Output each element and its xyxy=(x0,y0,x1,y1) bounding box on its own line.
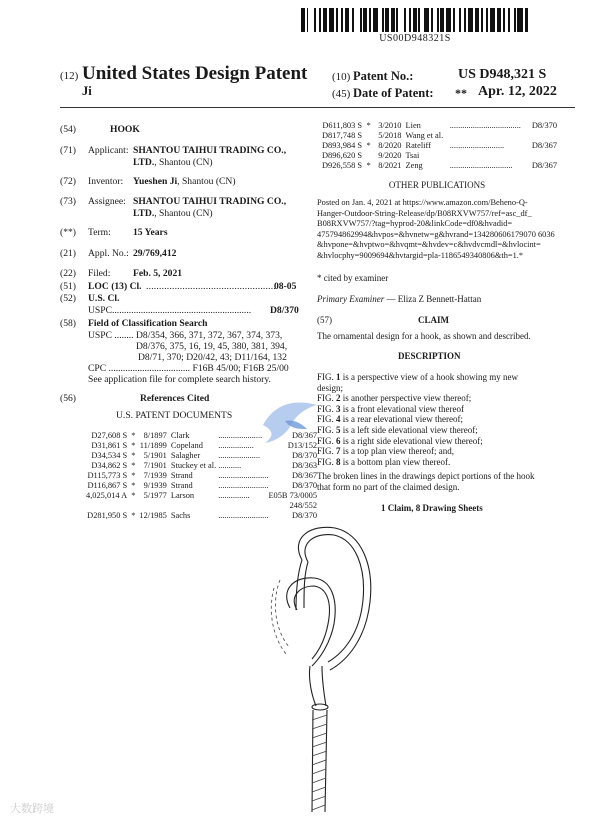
ref-number: D34,534 S xyxy=(91,451,128,460)
ref-star: * xyxy=(131,451,136,460)
brand-watermark: 大数跨境 xyxy=(10,802,54,815)
date-marker: ** xyxy=(455,86,467,100)
ref-star: * xyxy=(366,121,371,130)
reference-row xyxy=(317,131,557,141)
term-label: Term: xyxy=(88,227,111,238)
ref-name: Tsai xyxy=(405,151,420,160)
uspc-dots: .......................................................... xyxy=(112,305,252,316)
reference-row xyxy=(317,121,557,131)
ref-dots: ........... xyxy=(218,461,242,470)
other-pub-line: &hvlocphy=9009694&hvtargid=pla-1186549340806&th=1.* xyxy=(317,250,524,260)
ref-star xyxy=(366,131,375,141)
ref-class: D8/370 xyxy=(291,451,318,460)
ref-class: D8/370 xyxy=(291,511,318,520)
hook-drawing xyxy=(250,520,380,820)
patent-no-label: Patent No.: xyxy=(353,69,414,83)
uspc-value: D8/370 xyxy=(270,305,299,316)
ref-date: 5/1977 xyxy=(143,491,167,500)
code-21: (21) xyxy=(60,248,76,259)
date-of-patent: Apr. 12, 2022 xyxy=(478,84,557,99)
field-search-line: D8/71, 370; D20/42, 43; D11/164, 132 xyxy=(138,352,287,363)
ref-number: D893,984 S xyxy=(322,141,363,150)
us-cl-label: U.S. Cl. xyxy=(88,293,120,304)
ref-date: 5/1901 xyxy=(143,451,167,460)
loc-label: LOC (13) Cl. xyxy=(88,281,142,292)
figure-descriptions xyxy=(317,372,557,467)
appl-no-label: Appl. No.: xyxy=(88,248,129,259)
ref-date: 9/2020 xyxy=(378,151,402,160)
ref-date xyxy=(139,501,170,511)
code-10: (10) xyxy=(332,71,351,83)
field-search-note: See application file for complete search history. xyxy=(88,374,271,385)
other-pub-line: B08RXVW757/?tag=hyprod-20&linkCode=df0&hvadid= xyxy=(317,219,513,229)
references-cited-title: References Cited xyxy=(140,393,210,404)
us-patent-documents-subtitle: U.S. PATENT DOCUMENTS xyxy=(116,410,233,421)
ref-class: D8/367 xyxy=(531,141,557,150)
ref-class: D8/367 xyxy=(291,431,318,440)
ref-name: Lien xyxy=(405,121,421,130)
ref-name: Salagher xyxy=(170,451,201,460)
ref-star: * xyxy=(131,461,136,470)
figure-description-line: FIG. 2 is another perspective view thereof; xyxy=(317,393,472,404)
ref-class: D8/370 xyxy=(291,481,318,490)
code-58: (58) xyxy=(60,318,76,329)
document-type-title: United States Design Patent xyxy=(82,63,308,84)
ref-name: Stuckey et al. xyxy=(170,461,217,470)
ref-star: * xyxy=(131,511,136,520)
ref-name: Clark xyxy=(170,431,190,440)
claim-title: CLAIM xyxy=(418,315,449,325)
cited-by-examiner-note: * cited by examiner xyxy=(317,273,389,283)
broken-lines-line: The broken lines in the drawings depict portions of the hook xyxy=(317,471,535,481)
code-71: (71) xyxy=(60,145,76,156)
barcode xyxy=(301,8,529,32)
ref-dots: .......................... xyxy=(449,141,505,150)
ref-dots: ........................ xyxy=(218,511,269,520)
ref-date: 7/1939 xyxy=(143,471,167,480)
date-of-patent-label: Date of Patent: xyxy=(353,86,434,100)
ref-date: 9/1939 xyxy=(143,481,167,490)
figure-description-line: FIG. 3 is a front elevational view thereof xyxy=(317,403,464,414)
bird-watermark-icon xyxy=(255,395,325,450)
reference-row xyxy=(317,151,557,161)
ref-date: 5/2018 xyxy=(378,131,402,140)
figure-description-line: design; xyxy=(317,382,343,393)
code-12: (12) xyxy=(60,70,79,82)
reference-row xyxy=(86,451,317,461)
other-pub-line: 475794862994&hvpos=&hvnetw=g&hvrand=134280606179070 6036 xyxy=(317,229,555,239)
other-publications-body xyxy=(317,198,557,262)
filed-label: Filed: xyxy=(88,268,111,279)
ref-date: 8/1897 xyxy=(143,431,167,440)
ref-number: 4,025,014 A xyxy=(86,491,128,500)
ref-number: D31,861 S xyxy=(91,441,128,450)
reference-row xyxy=(86,471,317,481)
figure-description-line: FIG. 5 is a left side elevational view thereof; xyxy=(317,424,478,435)
inventor-value: Yueshen Ji, Shantou (CN) xyxy=(133,176,236,187)
ref-dots: ........................ xyxy=(218,471,269,480)
term-value: 15 Years xyxy=(133,227,168,238)
other-pub-line: Posted on Jan. 4, 2021 at https://www.amazon.com/Beheno-Q- xyxy=(317,198,528,207)
ref-number: D27,608 S xyxy=(91,431,128,440)
ref-dots: ..................... xyxy=(218,431,263,440)
applicant-line1: SHANTOU TAIHUI TRADING CO., xyxy=(133,145,287,156)
reference-row xyxy=(86,461,317,471)
code-54: (54) xyxy=(60,124,76,135)
ref-date: 11/1899 xyxy=(139,441,167,450)
ref-dots: .................................. xyxy=(449,121,521,130)
ref-date: 8/2021 xyxy=(378,161,402,170)
ref-date: 8/2020 xyxy=(378,141,402,150)
ref-class: D8/370 xyxy=(531,121,557,130)
ref-name: Rateliff xyxy=(405,141,431,150)
ref-name: Zeng xyxy=(405,161,423,170)
ref-class: D13/152 xyxy=(287,441,318,450)
reference-row xyxy=(317,141,557,151)
applicant-label: Applicant: xyxy=(88,145,129,156)
filed-value: Feb. 5, 2021 xyxy=(133,268,183,279)
ref-number xyxy=(86,501,131,511)
ref-date: 7/1901 xyxy=(143,461,167,470)
description-title: DESCRIPTION xyxy=(398,351,461,361)
reference-row xyxy=(86,501,317,511)
code-57: (57) xyxy=(317,315,332,325)
ref-dots: .............................. xyxy=(449,161,513,170)
loc-value: 08-05 xyxy=(274,281,297,292)
reference-row xyxy=(86,481,317,491)
uspc-label: USPC xyxy=(88,305,112,316)
field-search-line: USPC ........ D8/354, 366, 371, 372, 367, 374, 373, xyxy=(88,330,283,341)
ref-class: D8/367 xyxy=(531,161,557,170)
ref-class: D8/367 xyxy=(291,471,318,480)
ref-name: Copeland xyxy=(170,441,203,450)
ref-star: * xyxy=(131,481,136,490)
ref-star: * xyxy=(366,161,371,170)
code-22: (22) xyxy=(60,268,76,279)
ref-star xyxy=(366,151,375,161)
ref-number: D116,867 S xyxy=(87,481,128,490)
applicant-line2: LTD., Shantou (CN) xyxy=(133,157,213,168)
inventor-surname: Ji xyxy=(82,84,92,98)
ref-dots: ........................ xyxy=(218,481,269,490)
publication-number: US00D948321S xyxy=(379,33,451,44)
code-term: (**) xyxy=(60,227,76,238)
assignee-label: Assignee: xyxy=(88,196,126,207)
reference-row xyxy=(86,491,317,501)
other-pub-line: &hvpone=&hvptwo=&hvqmt=&hvdev=c&hvdvcmdl=&hvlocint= xyxy=(317,240,541,250)
ref-number: D611,803 S xyxy=(322,121,363,130)
ref-number: D926,558 S xyxy=(322,161,363,170)
ref-date: 12/1985 xyxy=(139,511,167,520)
ref-date: 3/2010 xyxy=(378,121,402,130)
assignee-line2: LTD., Shantou (CN) xyxy=(133,208,213,219)
right-references-table xyxy=(317,121,557,171)
ref-star: * xyxy=(366,141,371,150)
reference-row xyxy=(317,161,557,171)
ref-name: Larson xyxy=(170,491,195,500)
ref-star xyxy=(131,501,139,511)
ref-name xyxy=(171,501,218,511)
other-publications-title: OTHER PUBLICATIONS xyxy=(388,180,486,190)
code-56: (56) xyxy=(60,393,76,404)
appl-no-value: 29/769,412 xyxy=(133,248,177,259)
claims-summary: 1 Claim, 8 Drawing Sheets xyxy=(381,503,483,513)
claim-text: The ornamental design for a hook, as shown and described. xyxy=(317,331,531,341)
figure-description-line: FIG. 4 is a rear elevational view thereof; xyxy=(317,414,463,425)
ref-name: Wang et al. xyxy=(405,131,444,140)
field-search-line: CPC .................................. F16B 45/00; F16B 25/00 xyxy=(88,363,289,374)
ref-dots xyxy=(450,151,529,161)
figure-description-line: FIG. 1 is a perspective view of a hook showing my new xyxy=(317,372,518,382)
code-73: (73) xyxy=(60,196,76,207)
figure-description-line: FIG. 8 is a bottom plan view thereof. xyxy=(317,456,451,467)
ref-dots xyxy=(450,131,529,141)
figure-description-line: FIG. 6 is a right side elevational view thereof; xyxy=(317,435,483,446)
inventor-label: Inventor: xyxy=(88,176,124,187)
ref-dots: .................... xyxy=(218,451,261,460)
ref-name: Strand xyxy=(170,471,193,480)
ref-number: D34,862 S xyxy=(91,461,128,470)
broken-lines-line: that form no part of the claimed design. xyxy=(317,481,460,492)
ref-class xyxy=(529,151,557,161)
header-rule xyxy=(60,107,575,108)
ref-number: D281,950 S xyxy=(87,511,128,520)
code-51: (51) xyxy=(60,281,76,292)
code-45: (45) xyxy=(332,88,351,100)
ref-star: * xyxy=(131,471,136,480)
figure-description-line: FIG. 7 is a top plan view thereof; and, xyxy=(317,446,454,457)
field-search-label: Field of Classification Search xyxy=(88,318,208,329)
ref-star: * xyxy=(131,491,136,500)
broken-lines-note xyxy=(317,471,557,492)
field-search-line: D8/376, 375, 16, 19, 45, 380, 381, 394, xyxy=(136,341,288,352)
ref-star: * xyxy=(131,441,136,450)
ref-number: D817,748 S xyxy=(322,131,363,140)
code-52: (52) xyxy=(60,293,76,304)
title-hook: HOOK xyxy=(110,124,140,135)
ref-dots xyxy=(218,501,268,511)
ref-class xyxy=(529,131,557,141)
barcode-bar xyxy=(525,8,529,32)
ref-dots: ................. xyxy=(218,441,254,450)
ref-number: D115,773 S xyxy=(87,471,128,480)
primary-examiner: Primary Examiner — Eliza Z Bennett-Hattan xyxy=(317,294,482,304)
other-pub-line: Hanger-Outdoor-String-Release/dp/B08RXVW757/ref=asc_df_ xyxy=(317,208,532,218)
loc-dots: .................................................. xyxy=(146,281,276,292)
patent-number: US D948,321 S xyxy=(458,67,547,82)
ref-dots: ............... xyxy=(218,491,250,500)
ref-number: D896,620 S xyxy=(322,151,363,160)
ref-class: D8/363 xyxy=(291,461,318,470)
ref-star: * xyxy=(131,431,136,440)
ref-name: Strand xyxy=(170,481,193,490)
code-72: (72) xyxy=(60,176,76,187)
ref-class: 248/552 xyxy=(289,501,318,510)
ref-class: E05B 73/0005 xyxy=(268,491,318,500)
assignee-line1: SHANTOU TAIHUI TRADING CO., xyxy=(133,196,287,207)
ref-name: Sachs xyxy=(170,511,191,520)
